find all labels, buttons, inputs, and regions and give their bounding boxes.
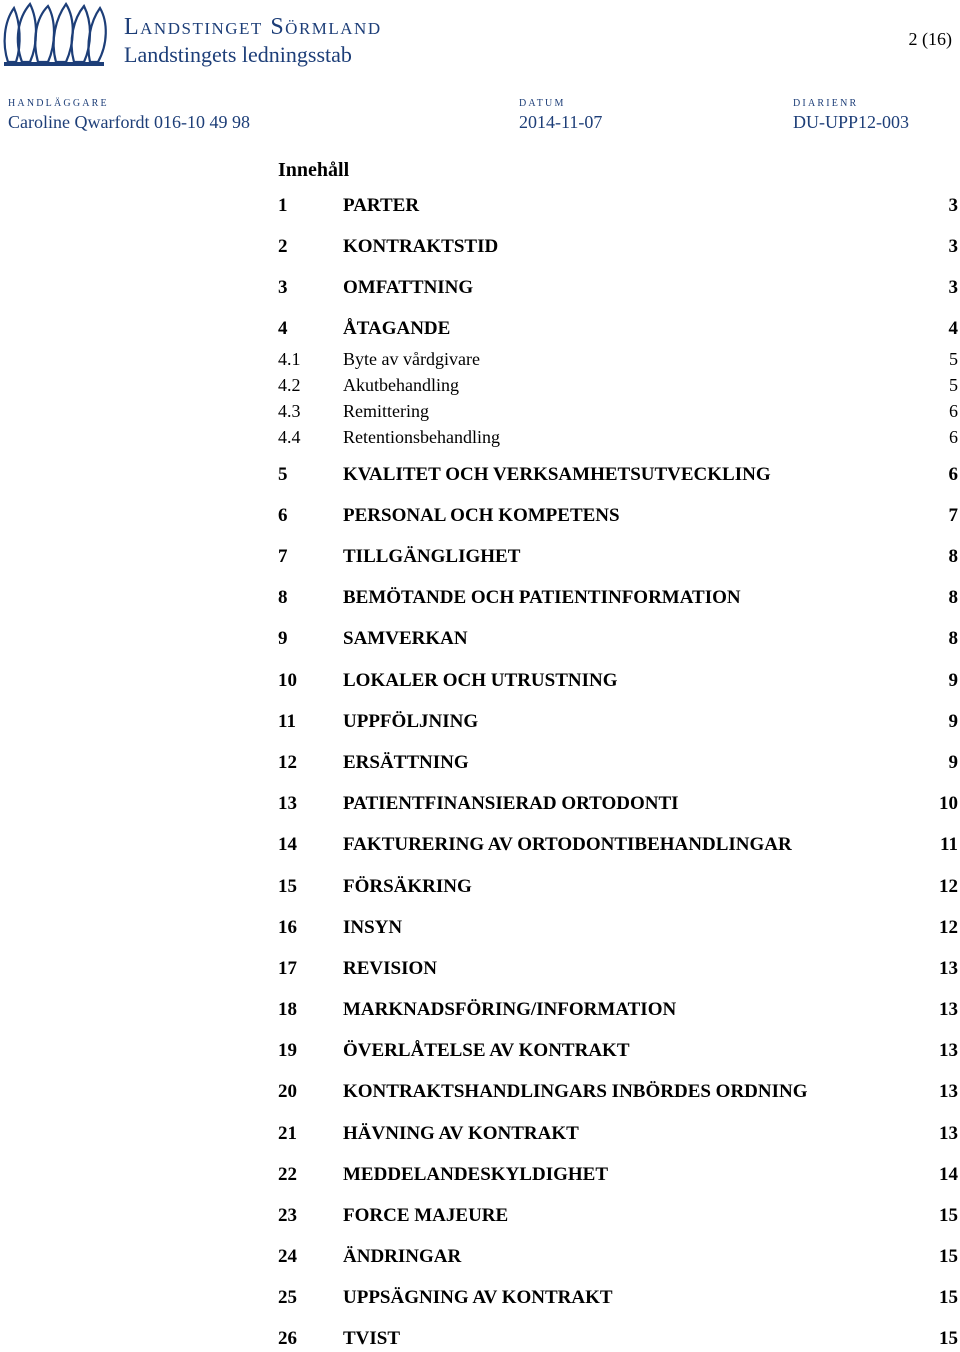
org-subtitle: Landstingets ledningsstab: [124, 42, 352, 67]
toc-entry[interactable]: 17 REVISION 13: [278, 958, 958, 979]
toc-entry[interactable]: 11 UPPFÖLJNING 9: [278, 711, 958, 732]
toc-entry[interactable]: 2 KONTRAKTSTID 3: [278, 236, 958, 257]
toc-entry[interactable]: 8 BEMÖTANDE OCH PATIENTINFORMATION 8: [278, 587, 958, 608]
toc-entry[interactable]: 18 MARKNADSFÖRING/INFORMATION 13: [278, 999, 958, 1020]
toc-entry[interactable]: 20 KONTRAKTSHANDLINGARS INBÖRDES ORDNING 13: [278, 1081, 958, 1102]
toc-entry[interactable]: 13 PATIENTFINANSIERAD ORTODONTI 10: [278, 793, 958, 814]
toc-subentry[interactable]: 4.3 Remittering 6: [278, 401, 958, 421]
toc-subentry[interactable]: 4.4 Retentionsbehandling 6: [278, 427, 958, 447]
toc-heading: Innehåll: [278, 159, 350, 181]
logo-icon: [0, 0, 112, 72]
datum-value: 2014-11-07: [519, 112, 603, 132]
toc-entry[interactable]: 3 OMFATTNING 3: [278, 277, 958, 298]
toc-entry[interactable]: 9 SAMVERKAN 8: [278, 628, 958, 649]
toc-entry[interactable]: 10 LOKALER OCH UTRUSTNING 9: [278, 670, 958, 691]
toc-entry[interactable]: 19 ÖVERLÅTELSE AV KONTRAKT 13: [278, 1040, 958, 1061]
toc-entry[interactable]: 25 UPPSÄGNING AV KONTRAKT 15: [278, 1287, 958, 1308]
page-number: 2 (16): [908, 29, 952, 49]
diarienr-label: DIARIENR: [793, 98, 859, 109]
datum-label: DATUM: [519, 98, 566, 109]
toc-entry[interactable]: 23 FORCE MAJEURE 15: [278, 1205, 958, 1226]
toc-entry[interactable]: 26 TVIST 15: [278, 1328, 958, 1349]
toc-entry[interactable]: 21 HÄVNING AV KONTRAKT 13: [278, 1123, 958, 1144]
handlaggare-value: Caroline Qwarfordt 016-10 49 98: [8, 112, 250, 132]
toc-subentry[interactable]: 4.2 Akutbehandling 5: [278, 375, 958, 395]
org-name: Landstinget Sörmland: [124, 14, 382, 40]
toc-entry[interactable]: 16 INSYN 12: [278, 917, 958, 938]
table-of-contents: [278, 0, 960, 1348]
toc-entry[interactable]: 24 ÄNDRINGAR 15: [278, 1246, 958, 1267]
toc-entry[interactable]: 7 TILLGÄNGLIGHET 8: [278, 546, 958, 567]
toc-entry[interactable]: 4 ÅTAGANDE 4: [278, 318, 958, 339]
toc-entry[interactable]: 15 FÖRSÄKRING 12: [278, 876, 958, 897]
handlaggare-label: HANDLÄGGARE: [8, 98, 109, 109]
toc-entry[interactable]: 1 PARTER 3: [278, 195, 958, 216]
toc-entry[interactable]: 14 FAKTURERING AV ORTODONTIBEHANDLINGAR 11: [278, 834, 958, 855]
toc-subentry[interactable]: 4.1 Byte av vårdgivare 5: [278, 349, 958, 369]
toc-entry[interactable]: 22 MEDDELANDESKYLDIGHET 14: [278, 1164, 958, 1185]
toc-entry[interactable]: 5 KVALITET OCH VERKSAMHETSUTVECKLING 6: [278, 464, 958, 485]
toc-entry[interactable]: 12 ERSÄTTNING 9: [278, 752, 958, 773]
diarienr-value: DU-UPP12-003: [793, 112, 910, 132]
toc-entry[interactable]: 6 PERSONAL OCH KOMPETENS 7: [278, 505, 958, 526]
